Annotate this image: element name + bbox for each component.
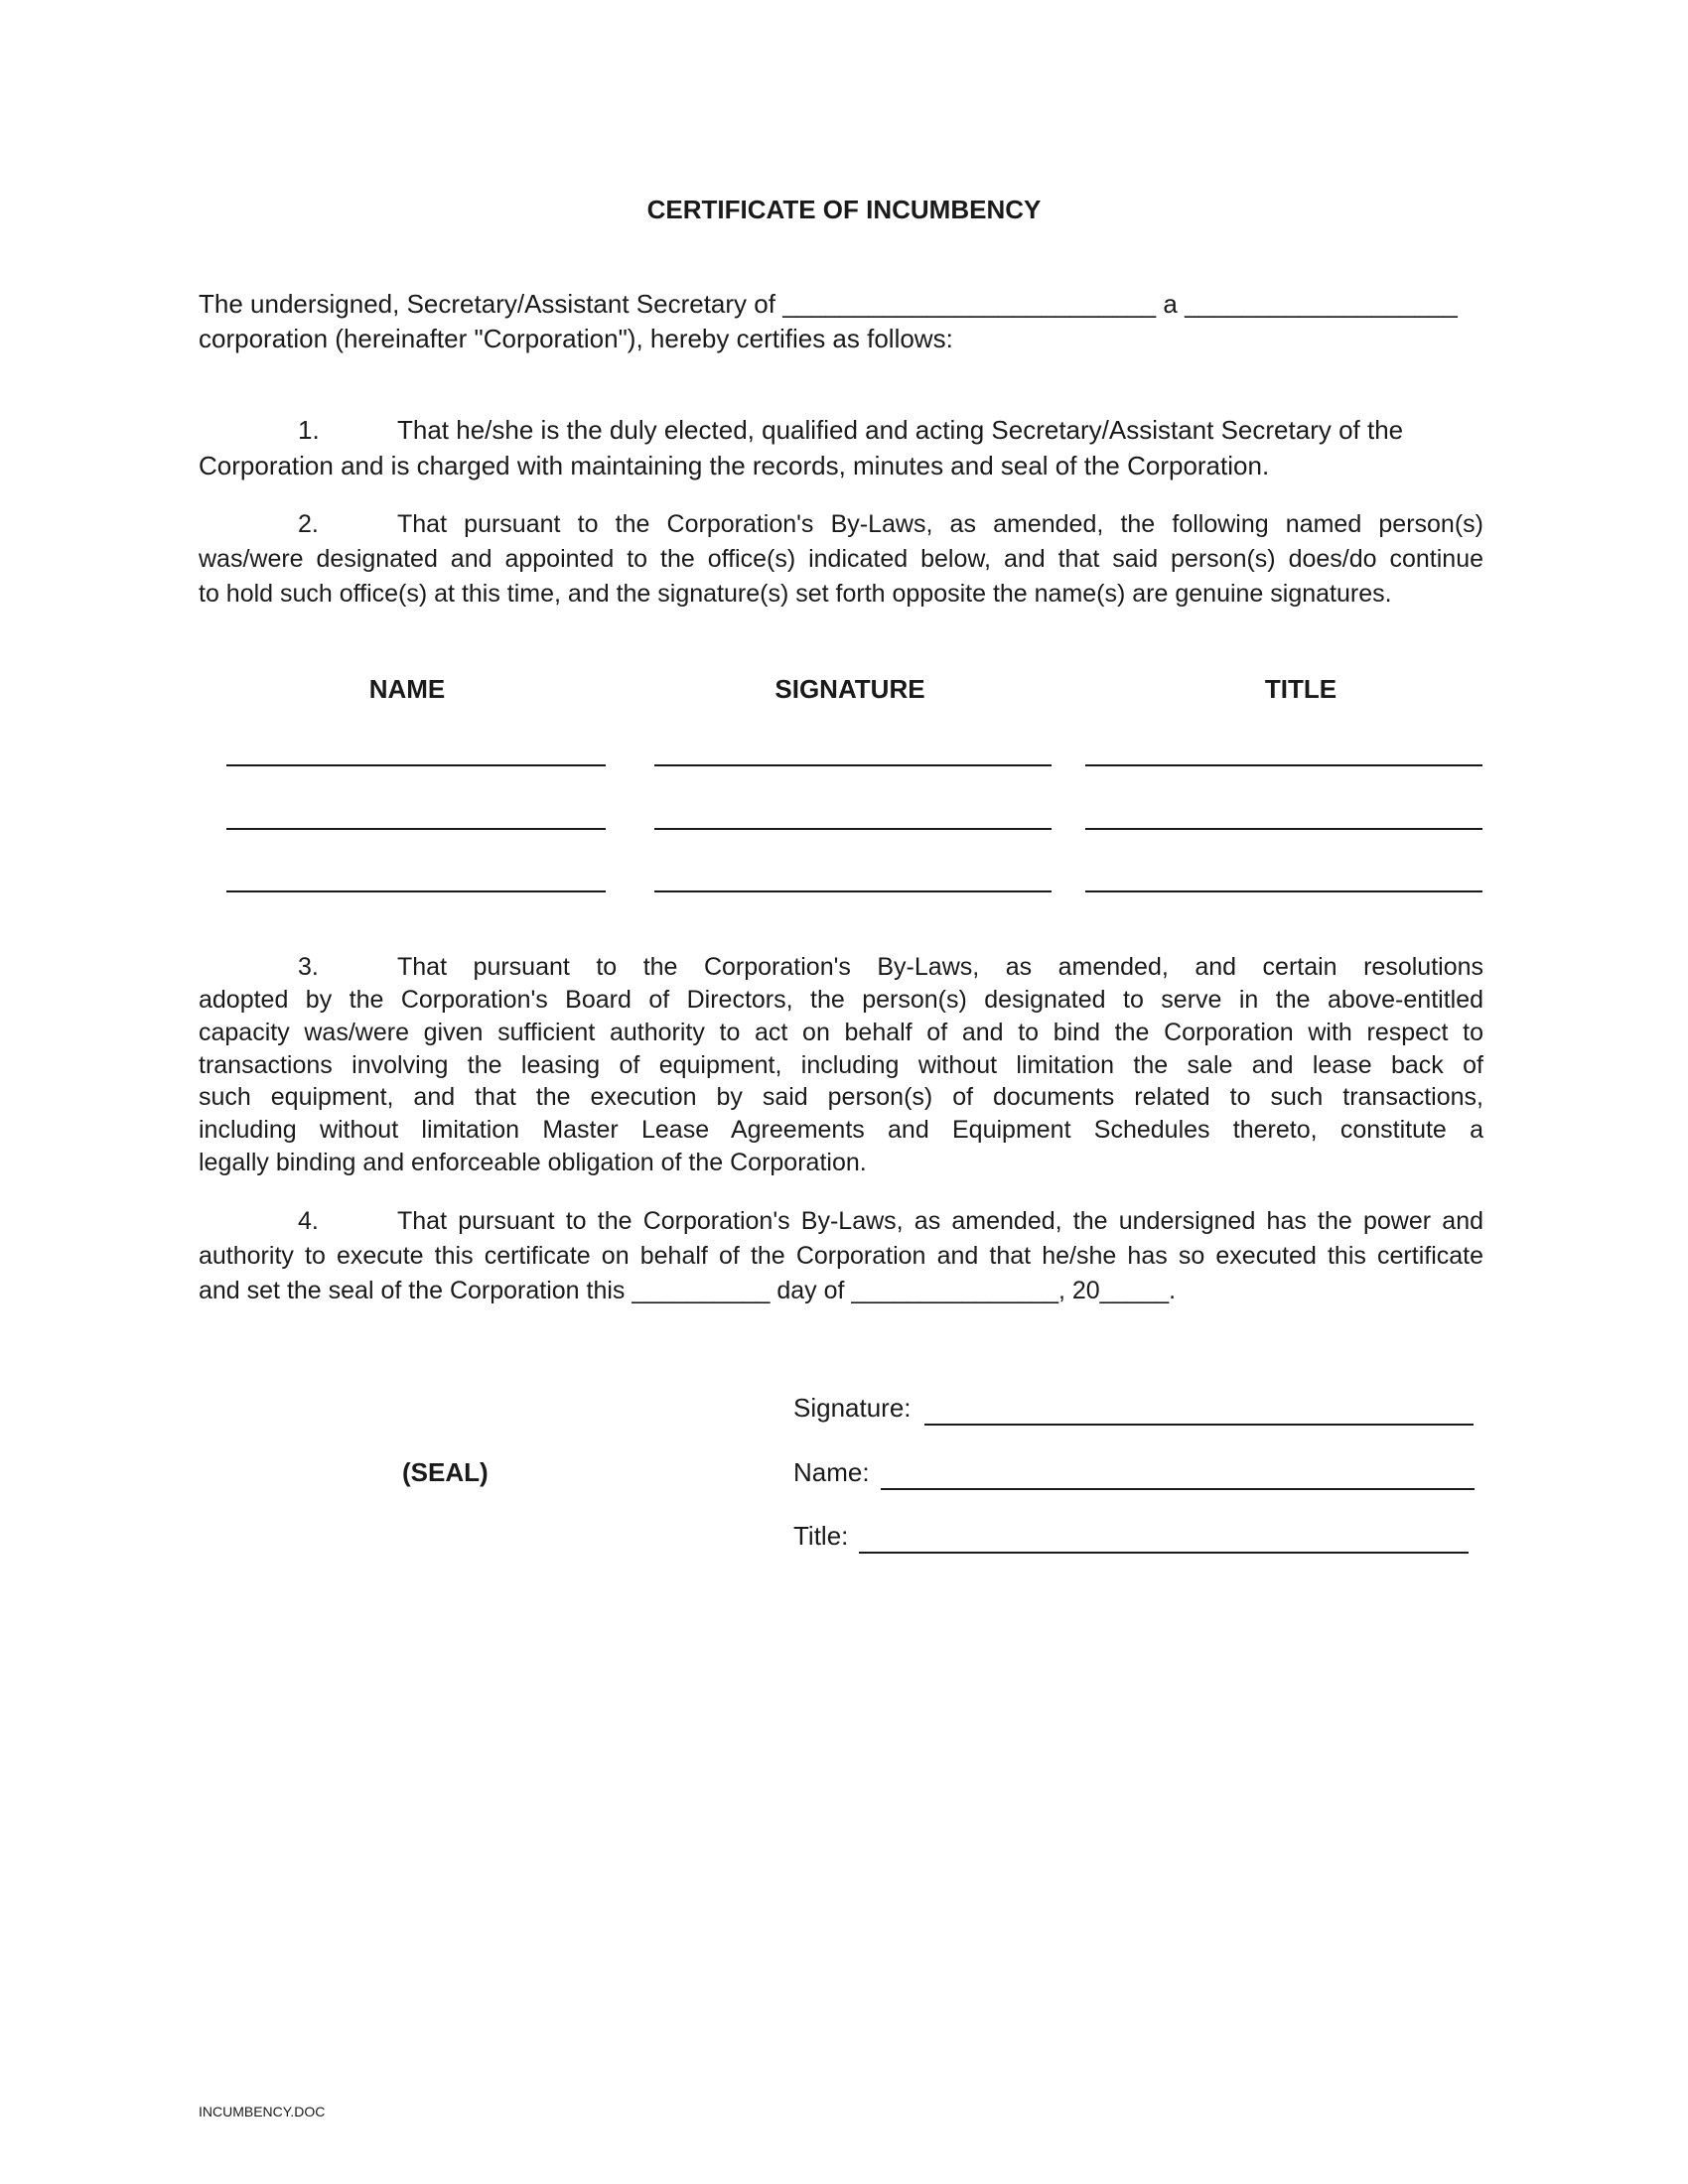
- column-header-title: TITLE: [1264, 674, 1337, 704]
- name-blank-row-3[interactable]: [226, 890, 606, 892]
- name-blank-row-1[interactable]: [226, 764, 606, 766]
- intro-line-1: [199, 289, 1458, 320]
- signature-line[interactable]: [924, 1424, 1474, 1426]
- para2-text-1: That pursuant to the Corporation's By-Laws, as amended, the following named person(s): [397, 510, 1483, 538]
- para3-line-3: capacity was/were given sufficient authority to act on behalf of and to bind the Corporation with respect to: [199, 1019, 1483, 1046]
- intro-prefix: The undersigned, Secretary/Assistant Secretary of: [199, 289, 783, 319]
- para3-line-7: legally binding and enforceable obligation of the Corporation.: [199, 1149, 867, 1176]
- para1-text-1: That he/she is the duly elected, qualified and acting Secretary/Assistant Secretary of the: [397, 415, 1404, 445]
- document-title: CERTIFICATE OF INCUMBENCY: [646, 195, 1042, 224]
- para2-line-2: was/were designated and appointed to the office(s) indicated below, and that said person(s) does/do continue: [199, 545, 1483, 573]
- title-line[interactable]: [859, 1552, 1469, 1554]
- title-label: Title:: [793, 1521, 849, 1551]
- para3-number: 3.: [298, 953, 319, 981]
- para2-line-3: to hold such office(s) at this time, and the signature(s) set forth opposite the name(s) are genuine signatures.: [199, 580, 1392, 608]
- name-label: Name:: [793, 1457, 870, 1487]
- signature-label: Signature:: [793, 1393, 912, 1423]
- column-header-signature: SIGNATURE: [774, 674, 925, 704]
- signature-blank-row-1[interactable]: [654, 764, 1052, 766]
- corporation-state-blank[interactable]: ___________________: [1185, 289, 1458, 319]
- para3-line-1: [199, 953, 1483, 982]
- para3-line-4: transactions involving the leasing of equipment, including without limitation the sale and lease back of: [199, 1051, 1483, 1079]
- corporation-name-blank[interactable]: __________________________: [782, 289, 1157, 319]
- para3-line-6: including without limitation Master Lease Agreements and Equipment Schedules thereto, constitute a: [199, 1116, 1483, 1144]
- seal-label: (SEAL): [402, 1457, 489, 1487]
- footer-filename: INCUMBENCY.DOC: [199, 2104, 326, 2119]
- para4-number: 4.: [298, 1207, 319, 1235]
- para3-line-5: such equipment, and that the execution by said person(s) of documents related to such transactions,: [199, 1083, 1483, 1111]
- signature-blank-row-3[interactable]: [654, 890, 1052, 892]
- title-blank-row-3[interactable]: [1085, 890, 1482, 892]
- intro-line-2: corporation (hereinafter "Corporation"), hereby certifies as follows:: [199, 324, 953, 353]
- name-line[interactable]: [881, 1488, 1475, 1490]
- column-header-name: NAME: [368, 674, 446, 704]
- para3-line-2: adopted by the Corporation's Board of Directors, the person(s) designated to serve in the above-entitled: [199, 986, 1483, 1014]
- para4-line-1: [199, 1207, 1483, 1236]
- name-blank-row-2[interactable]: [226, 828, 606, 830]
- signature-blank-row-2[interactable]: [654, 828, 1052, 830]
- para1-line-1: [199, 415, 1483, 446]
- para3-text-1: That pursuant to the Corporation's By-Laws, as amended, and certain resolutions: [397, 953, 1483, 981]
- para1-number: 1.: [298, 415, 320, 445]
- title-blank-row-2[interactable]: [1085, 828, 1482, 830]
- para4-text-1: That pursuant to the Corporation's By-Laws, as amended, the undersigned has the power and: [397, 1207, 1483, 1235]
- para4-line-2: authority to execute this certificate on behalf of the Corporation and that he/she has so executed this certificate: [199, 1242, 1483, 1270]
- para1-line-2: Corporation and is charged with maintaining the records, minutes and seal of the Corporation.: [199, 451, 1270, 480]
- para2-line-1: [199, 510, 1483, 539]
- para2-number: 2.: [298, 510, 319, 538]
- intro-mid: a: [1156, 289, 1186, 319]
- title-blank-row-1[interactable]: [1085, 764, 1482, 766]
- para4-line-3: and set the seal of the Corporation this __________ day of _______________, 20_____.: [199, 1277, 1177, 1304]
